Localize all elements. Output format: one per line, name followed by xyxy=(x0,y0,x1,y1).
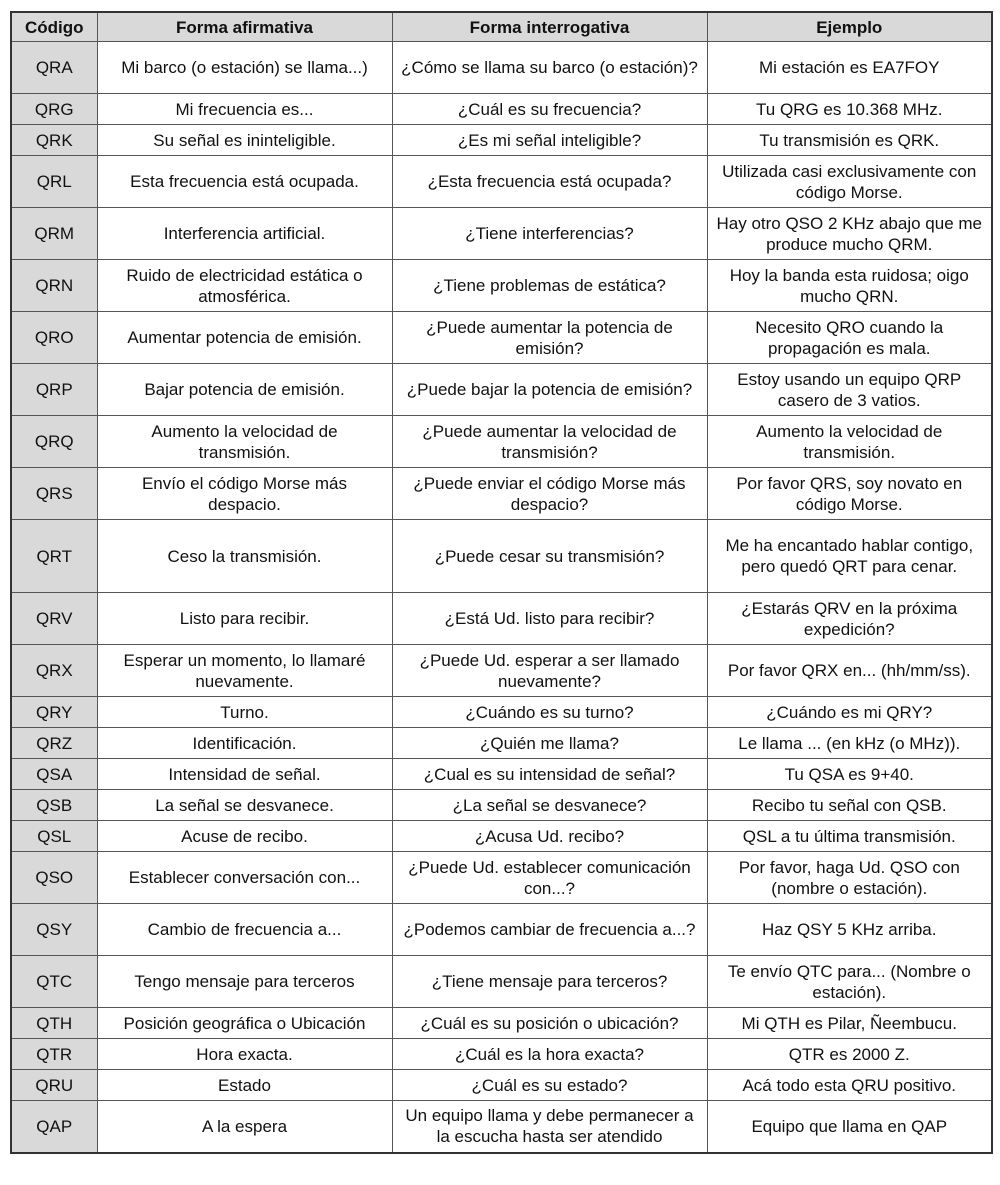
header-codigo: Código xyxy=(11,12,97,42)
affirmative-cell: Cambio de frecuencia a... xyxy=(97,904,392,956)
table-row xyxy=(11,42,992,94)
question-cell: ¿Cuándo es su turno? xyxy=(392,697,707,728)
code-cell: QAP xyxy=(11,1101,97,1153)
example-cell: Le llama ... (en kHz (o MHz)). xyxy=(707,728,992,759)
question-cell: ¿Quién me llama? xyxy=(392,728,707,759)
table-row xyxy=(11,208,992,260)
example-cell: Utilizada casi exclusivamente con código Morse. xyxy=(707,156,992,208)
question-cell: ¿Podemos cambiar de frecuencia a...? xyxy=(392,904,707,956)
example-cell: Te envío QTC para... (Nombre o estación). xyxy=(707,956,992,1008)
code-cell: QSO xyxy=(11,852,97,904)
code-cell: QTR xyxy=(11,1039,97,1070)
example-cell: Estoy usando un equipo QRP casero de 3 vatios. xyxy=(707,364,992,416)
code-cell: QRN xyxy=(11,260,97,312)
question-cell: Un equipo llama y debe permanecer a la escucha hasta ser atendido xyxy=(392,1101,707,1153)
question-cell: ¿Cuál es su estado? xyxy=(392,1070,707,1101)
affirmative-cell: Intensidad de señal. xyxy=(97,759,392,790)
table-row xyxy=(11,312,992,364)
example-cell: Necesito QRO cuando la propagación es mala. xyxy=(707,312,992,364)
question-cell: ¿Acusa Ud. recibo? xyxy=(392,821,707,852)
header-forma-interrogativa: Forma interrogativa xyxy=(392,12,707,42)
code-cell: QTH xyxy=(11,1008,97,1039)
table-row xyxy=(11,94,992,125)
affirmative-cell: Turno. xyxy=(97,697,392,728)
header-row xyxy=(11,12,992,42)
table-row xyxy=(11,125,992,156)
affirmative-cell: Mi barco (o estación) se llama...) xyxy=(97,42,392,94)
code-cell: QRU xyxy=(11,1070,97,1101)
question-cell: ¿Cuál es la hora exacta? xyxy=(392,1039,707,1070)
question-cell: ¿Cómo se llama su barco (o estación)? xyxy=(392,42,707,94)
code-cell: QRK xyxy=(11,125,97,156)
code-cell: QRG xyxy=(11,94,97,125)
table-row xyxy=(11,904,992,956)
question-cell: ¿Tiene interferencias? xyxy=(392,208,707,260)
affirmative-cell: Aumentar potencia de emisión. xyxy=(97,312,392,364)
table-row xyxy=(11,416,992,468)
affirmative-cell: Interferencia artificial. xyxy=(97,208,392,260)
affirmative-cell: Ceso la transmisión. xyxy=(97,520,392,593)
question-cell: ¿Puede cesar su transmisión? xyxy=(392,520,707,593)
table-row xyxy=(11,1039,992,1070)
example-cell: Hoy la banda esta ruidosa; oigo mucho QRN. xyxy=(707,260,992,312)
example-cell: Me ha encantado hablar contigo, pero quedó QRT para cenar. xyxy=(707,520,992,593)
q-code-table xyxy=(10,11,993,1154)
code-cell: QSL xyxy=(11,821,97,852)
table-row xyxy=(11,1008,992,1039)
affirmative-cell: A la espera xyxy=(97,1101,392,1153)
q-code-table-container xyxy=(10,11,991,1154)
table-row xyxy=(11,956,992,1008)
code-cell: QRV xyxy=(11,593,97,645)
code-cell: QRP xyxy=(11,364,97,416)
table-row xyxy=(11,728,992,759)
affirmative-cell: Bajar potencia de emisión. xyxy=(97,364,392,416)
example-cell: ¿Estarás QRV en la próxima expedición? xyxy=(707,593,992,645)
affirmative-cell: Acuse de recibo. xyxy=(97,821,392,852)
table-row xyxy=(11,364,992,416)
affirmative-cell: Esperar un momento, lo llamaré nuevamente. xyxy=(97,645,392,697)
example-cell: ¿Cuándo es mi QRY? xyxy=(707,697,992,728)
affirmative-cell: Aumento la velocidad de transmisión. xyxy=(97,416,392,468)
code-cell: QRQ xyxy=(11,416,97,468)
table-row xyxy=(11,1101,992,1153)
code-cell: QRX xyxy=(11,645,97,697)
code-cell: QRS xyxy=(11,468,97,520)
example-cell: Acá todo esta QRU positivo. xyxy=(707,1070,992,1101)
affirmative-cell: Identificación. xyxy=(97,728,392,759)
question-cell: ¿La señal se desvanece? xyxy=(392,790,707,821)
question-cell: ¿Esta frecuencia está ocupada? xyxy=(392,156,707,208)
table-row xyxy=(11,520,992,593)
example-cell: Hay otro QSO 2 KHz abajo que me produce mucho QRM. xyxy=(707,208,992,260)
question-cell: ¿Puede aumentar la velocidad de transmisión? xyxy=(392,416,707,468)
question-cell: ¿Puede Ud. establecer comunicación con...? xyxy=(392,852,707,904)
code-cell: QSA xyxy=(11,759,97,790)
affirmative-cell: Establecer conversación con... xyxy=(97,852,392,904)
affirmative-cell: Posición geográfica o Ubicación xyxy=(97,1008,392,1039)
affirmative-cell: Estado xyxy=(97,1070,392,1101)
code-cell: QSB xyxy=(11,790,97,821)
example-cell: Tu transmisión es QRK. xyxy=(707,125,992,156)
table-row xyxy=(11,697,992,728)
code-cell: QTC xyxy=(11,956,97,1008)
code-cell: QRZ xyxy=(11,728,97,759)
question-cell: ¿Está Ud. listo para recibir? xyxy=(392,593,707,645)
table-row xyxy=(11,156,992,208)
table-row xyxy=(11,1070,992,1101)
example-cell: Tu QSA es 9+40. xyxy=(707,759,992,790)
example-cell: Mi QTH es Pilar, Ñeembucu. xyxy=(707,1008,992,1039)
affirmative-cell: Esta frecuencia está ocupada. xyxy=(97,156,392,208)
code-cell: QSY xyxy=(11,904,97,956)
question-cell: ¿Cuál es su posición o ubicación? xyxy=(392,1008,707,1039)
example-cell: QSL a tu última transmisión. xyxy=(707,821,992,852)
header-ejemplo: Ejemplo xyxy=(707,12,992,42)
affirmative-cell: La señal se desvanece. xyxy=(97,790,392,821)
affirmative-cell: Su señal es ininteligible. xyxy=(97,125,392,156)
code-cell: QRT xyxy=(11,520,97,593)
example-cell: Equipo que llama en QAP xyxy=(707,1101,992,1153)
code-cell: QRL xyxy=(11,156,97,208)
example-cell: Aumento la velocidad de transmisión. xyxy=(707,416,992,468)
example-cell: QTR es 2000 Z. xyxy=(707,1039,992,1070)
code-cell: QRO xyxy=(11,312,97,364)
table-row xyxy=(11,645,992,697)
table-row xyxy=(11,790,992,821)
example-cell: Por favor, haga Ud. QSO con (nombre o estación). xyxy=(707,852,992,904)
question-cell: ¿Puede bajar la potencia de emisión? xyxy=(392,364,707,416)
example-cell: Haz QSY 5 KHz arriba. xyxy=(707,904,992,956)
code-cell: QRY xyxy=(11,697,97,728)
table-row xyxy=(11,593,992,645)
table-row xyxy=(11,759,992,790)
example-cell: Por favor QRS, soy novato en código Morse. xyxy=(707,468,992,520)
question-cell: ¿Puede aumentar la potencia de emisión? xyxy=(392,312,707,364)
affirmative-cell: Envío el código Morse más despacio. xyxy=(97,468,392,520)
affirmative-cell: Ruido de electricidad estática o atmosférica. xyxy=(97,260,392,312)
example-cell: Tu QRG es 10.368 MHz. xyxy=(707,94,992,125)
example-cell: Recibo tu señal con QSB. xyxy=(707,790,992,821)
table-row xyxy=(11,821,992,852)
question-cell: ¿Cuál es su frecuencia? xyxy=(392,94,707,125)
affirmative-cell: Mi frecuencia es... xyxy=(97,94,392,125)
affirmative-cell: Hora exacta. xyxy=(97,1039,392,1070)
affirmative-cell: Tengo mensaje para terceros xyxy=(97,956,392,1008)
table-row xyxy=(11,260,992,312)
example-cell: Por favor QRX en... (hh/mm/ss). xyxy=(707,645,992,697)
question-cell: ¿Tiene mensaje para terceros? xyxy=(392,956,707,1008)
question-cell: ¿Puede enviar el código Morse más despacio? xyxy=(392,468,707,520)
question-cell: ¿Cual es su intensidad de señal? xyxy=(392,759,707,790)
table-row xyxy=(11,852,992,904)
code-cell: QRA xyxy=(11,42,97,94)
example-cell: Mi estación es EA7FOY xyxy=(707,42,992,94)
header-forma-afirmativa: Forma afirmativa xyxy=(97,12,392,42)
question-cell: ¿Puede Ud. esperar a ser llamado nuevamente? xyxy=(392,645,707,697)
affirmative-cell: Listo para recibir. xyxy=(97,593,392,645)
table-row xyxy=(11,468,992,520)
question-cell: ¿Es mi señal inteligible? xyxy=(392,125,707,156)
code-cell: QRM xyxy=(11,208,97,260)
question-cell: ¿Tiene problemas de estática? xyxy=(392,260,707,312)
